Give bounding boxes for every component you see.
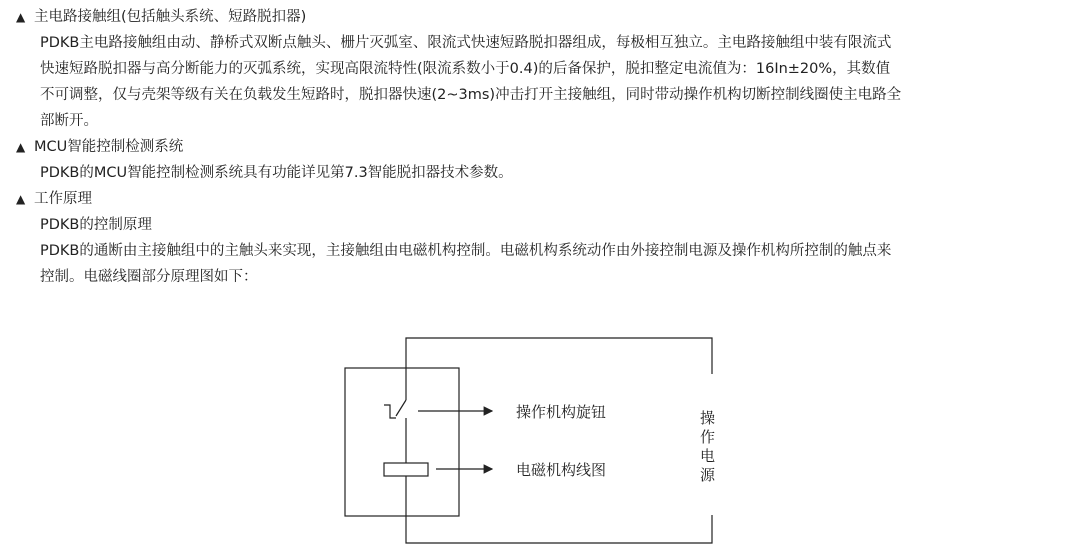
paragraph-line: PDKB主电路接触组由动、静桥式双断点触头、栅片灭弧室、限流式快速短路脱扣器组成，每极相互独立。主电路接触组中装有限流式 xyxy=(40,35,892,51)
power-label-char: 操 xyxy=(700,409,716,427)
paragraph-line: 不可调整，仅与壳架等级有关在负载发生短路时，脱扣器快速(2~3ms)冲击打开主接触组，同时带动操作机构切断控制线圈使主电路全 xyxy=(40,87,902,103)
control-box xyxy=(345,368,459,516)
power-loop-wire xyxy=(406,338,712,374)
coil-icon xyxy=(384,463,428,476)
power-loop-wire-bottom xyxy=(406,515,712,543)
triangle-bullet-icon: ▲ xyxy=(16,192,26,206)
paragraph-line: 控制。电磁线圈部分原理图如下： xyxy=(40,269,258,285)
triangle-bullet-icon: ▲ xyxy=(16,140,26,154)
power-label-char: 源 xyxy=(700,466,716,484)
knob-label: 操作机构旋钮 xyxy=(516,403,607,421)
power-label-char: 电 xyxy=(700,447,716,465)
subsection-title: PDKB的控制原理 xyxy=(40,217,152,233)
switch-contact-icon xyxy=(384,368,406,463)
section-title: 工作原理 xyxy=(34,191,92,207)
power-label-char: 作 xyxy=(700,428,716,446)
section-title: MCU智能控制检测系统 xyxy=(34,139,184,155)
document-body xyxy=(16,4,1056,290)
paragraph-line: 快速短路脱扣器与高分断能力的灭弧系统，实现高限流特性(限流系数小于0.4)的后备保护，脱扣整定电流值为：16In±20%，其数值 xyxy=(40,61,891,77)
section-title: 主电路接触组(包括触头系统、短路脱扣器) xyxy=(34,9,307,25)
paragraph-line: 部断开。 xyxy=(40,113,98,129)
section-heading-mcu xyxy=(16,134,1056,160)
triangle-bullet-icon: ▲ xyxy=(16,10,26,24)
paragraph-line: PDKB的MCU智能控制检测系统具有功能详见第7.3智能脱扣器技术参数。 xyxy=(40,165,513,181)
coil-label: 电磁机构线图 xyxy=(516,461,607,479)
section-heading-main-circuit xyxy=(16,4,1056,30)
paragraph-line: PDKB的通断由主接触组中的主触头来实现，主接触组由电磁机构控制。电磁机构系统动作由外接控制电源及操作机构所控制的触点来 xyxy=(40,243,892,259)
section-heading-principle xyxy=(16,186,1056,212)
